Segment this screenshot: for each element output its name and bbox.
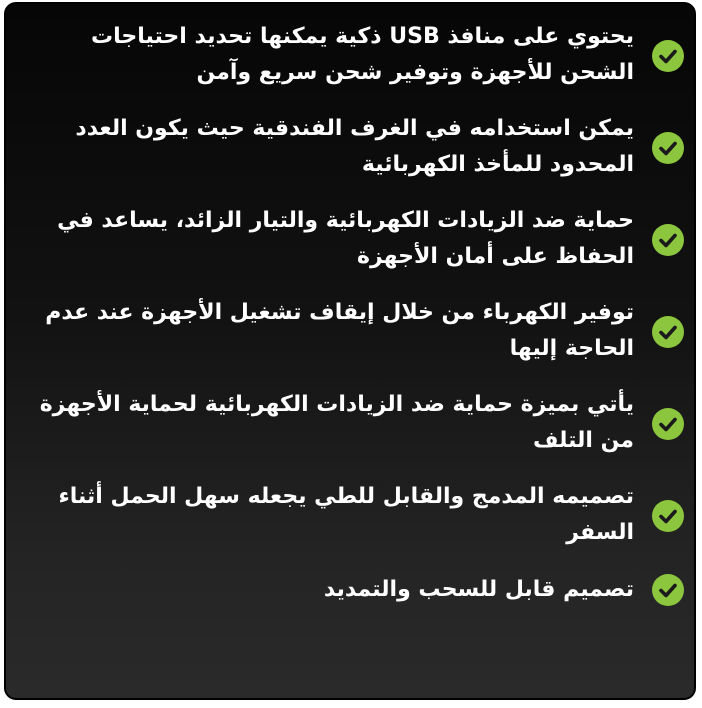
check-circle-icon xyxy=(652,574,684,606)
feature-text: يمكن استخدامه في الغرف الفندقية حيث يكون العدد المحدود للمأخذ الكهربائية xyxy=(75,116,634,177)
check-circle-icon xyxy=(652,224,684,256)
check-circle-icon xyxy=(652,500,684,532)
feature-text: توفير الكهرباء من خلال إيقاف تشغيل الأجهزة عند عدم الحاجة إليها xyxy=(45,300,634,361)
feature-text: يأتي بميزة حماية ضد الزيادات الكهربائية لحماية الأجهزة من التلف xyxy=(39,392,634,453)
check-circle-icon xyxy=(652,316,684,348)
feature-list xyxy=(6,4,694,698)
features-card xyxy=(4,2,696,700)
check-circle-icon xyxy=(652,40,684,72)
check-circle-icon xyxy=(652,132,684,164)
feature-text: تصميم قابل للسحب والتمديد xyxy=(323,577,634,602)
feature-text: حماية ضد الزيادات الكهربائية والتيار الزائد، يساعد في الحفاظ على أمان الأجهزة xyxy=(57,208,634,269)
feature-text: يحتوي على منافذ USB ذكية يمكنها تحديد احتياجات الشحن للأجهزة وتوفير شحن سريع وآمن xyxy=(90,24,634,85)
feature-text: تصميمه المدمج والقابل للطي يجعله سهل الحمل أثناء السفر xyxy=(58,484,634,545)
check-circle-icon xyxy=(652,408,684,440)
